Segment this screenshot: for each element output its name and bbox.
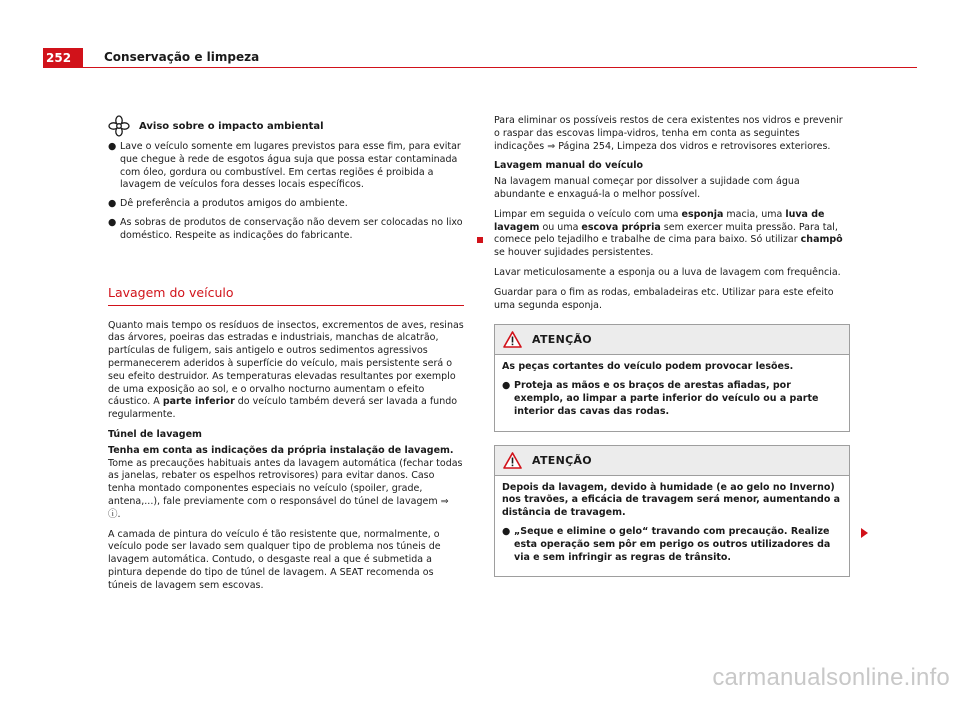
warning-triangle-icon <box>503 331 522 348</box>
env-notice-title: Aviso sobre o impacto ambiental <box>139 120 324 132</box>
env-bullet <box>108 141 464 192</box>
spacer <box>108 249 464 259</box>
warning-lead: As peças cortantes do veículo podem provocar lesões. <box>502 361 794 373</box>
bold-term: champô <box>800 234 843 246</box>
env-bullet-text-content: As sobras de produtos de conservação não devem ser colocadas no lixo doméstico. Respeite as indicações do fabricante. <box>120 216 463 241</box>
warning-bullet <box>502 380 842 418</box>
watermark: carmanualsonline.info <box>712 664 950 691</box>
rinse-paragraph: Lavar meticulosamente a esponja ou a luva de lavagem com frequência. <box>494 266 841 278</box>
wax-paragraph: Para eliminar os possíveis restos de cera existentes nos vidros e prevenir o raspar das escovas limpa-vidros, tenha em conta as seguintes indicações ⇒ Página 254, Limpeza dos vidros e retrovisores exteriores. <box>494 115 843 152</box>
section-heading: Lavagem do veículo <box>108 285 464 306</box>
intro-bold: parte inferior <box>162 396 235 408</box>
tunnel-bold: Tenha em conta as indicações da própria instalação de lavagem. <box>108 444 454 456</box>
warning-bullet-wrap <box>514 526 842 564</box>
warning-title: ATENÇÃO <box>532 453 592 467</box>
flower-icon <box>108 115 130 137</box>
warning-bullet-text: Proteja as mãos e os braços de arestas afiadas, por exemplo, ao limpar a parte inferior do veículo ou a parte interior das cavas das rodas. <box>514 380 819 417</box>
page-header <box>43 48 917 68</box>
paint-paragraph: A camada de pintura do veículo é tão resistente que, normalmente, o veículo pode ser lavado sem qualquer tipo de problema nos túneis de lavagem automática. Contudo, o desgaste real a que é submetida a pintura depende do tipo de túnel de lavagem. A SEAT recomenda os túneis de lavagem sem escovas. <box>108 528 441 591</box>
text: se houver sujidades persistentes. <box>494 247 654 259</box>
bold-term: luva de lavagem <box>494 208 825 233</box>
tunnel-text: Tome as precauções habituais antes da lavagem automática (fechar todas as janelas, rebater os espelhos retrovisores) para evitar danos. Caso tenha montado componentes especiais no veículo (spoiler, grade, antena,...), fale previamente com o responsável do túnel de lavagem ⇒ ⓘ. <box>108 457 463 520</box>
page-number: 252 <box>43 48 83 68</box>
text: ou uma <box>539 221 582 233</box>
left-column <box>108 115 464 600</box>
bullet-dot: ● <box>502 525 511 537</box>
tunnel-title: Túnel de lavagem <box>108 428 202 440</box>
env-bullet-text <box>120 217 464 243</box>
text: Limpar em seguida o veículo com uma <box>494 208 682 220</box>
bold-term: esponja <box>681 208 724 220</box>
warning-bullet-text: „Seque e elimine o gelo“ travando com precaução. Realize esta operação sem pôr em perigo os outros utilizadores da via e sem infringir as regras de trânsito. <box>514 525 831 563</box>
env-notice-heading <box>108 115 464 137</box>
warning-header <box>495 325 849 355</box>
warning-header <box>495 446 849 476</box>
env-bullet-text: Lave o veículo somente em lugares previstos para esse fim, para evitar que chegue à rede de esgotos água suja que possa estar contaminada com óleo, gordura ou combustível. Em certas regiões é proibida a lavagem de veículos fora desses locais específicos. <box>120 141 461 191</box>
manual-paragraph: Na lavagem manual começar por dissolver a sujidade com água abundante e enxaguá-la o melhor possível. <box>494 176 800 200</box>
env-bullet-text: Dê preferência a produtos amigos do ambiente. <box>120 198 348 210</box>
text: macia, uma <box>723 208 786 220</box>
bullet-dot: ● <box>502 380 511 392</box>
text: sem exercer muita pressão. Para tal, comece pelo tejadilho e trabalhe de cima para baixo. Só utilizar <box>494 221 838 246</box>
warning-body <box>495 476 849 577</box>
env-bullet <box>108 217 464 243</box>
warning-bullet <box>502 526 842 564</box>
sponge-paragraph <box>494 209 850 260</box>
intro-text: Quanto mais tempo os resíduos de insectos, excrementos de aves, resinas das árvores, poeiras das estradas e industriais, manchas de alcatrão, partículas de fuligem, sais antigelo e outros sedimentos agressivos permanecerem aderidos à superfície do veículo, mais persistente será o seu efeito destruidor. As temperaturas elevadas resultantes por exemplo de uma exposição ao sol, e o orvalho nocturno aumentam o efeito cáustico. A <box>108 319 464 408</box>
intro-paragraph <box>108 320 464 422</box>
warning-body <box>495 355 849 430</box>
warning-lead: Depois da lavagem, devido à humidade (e ao gelo no Inverno) nos travões, a eficácia de travagem será menor, aumentando a distância de travagem. <box>502 481 841 519</box>
intro-text-end: do veículo também deverá ser lavada a fundo regularmente. <box>108 396 458 421</box>
tunnel-paragraph <box>108 445 464 522</box>
wheels-paragraph: Guardar para o fim as rodas, embaladeiras etc. Utilizar para este efeito uma segunda esponja. <box>494 286 834 311</box>
bullet-dot: ● <box>108 216 117 228</box>
continue-arrow-icon <box>861 528 868 538</box>
section-end-mark <box>477 237 483 243</box>
section-title: Conservação e limpeza <box>104 50 260 64</box>
warning-box <box>494 324 850 431</box>
warning-title: ATENÇÃO <box>532 333 592 347</box>
warning-triangle-icon <box>503 452 522 469</box>
bullet-dot: ● <box>108 141 117 152</box>
env-bullet <box>108 198 464 211</box>
warning-box <box>494 445 850 578</box>
manual-wash-title: Lavagem manual do veículo <box>494 160 644 172</box>
bold-term: escova própria <box>581 221 661 233</box>
right-column <box>494 115 850 587</box>
bullet-dot: ● <box>108 198 117 210</box>
